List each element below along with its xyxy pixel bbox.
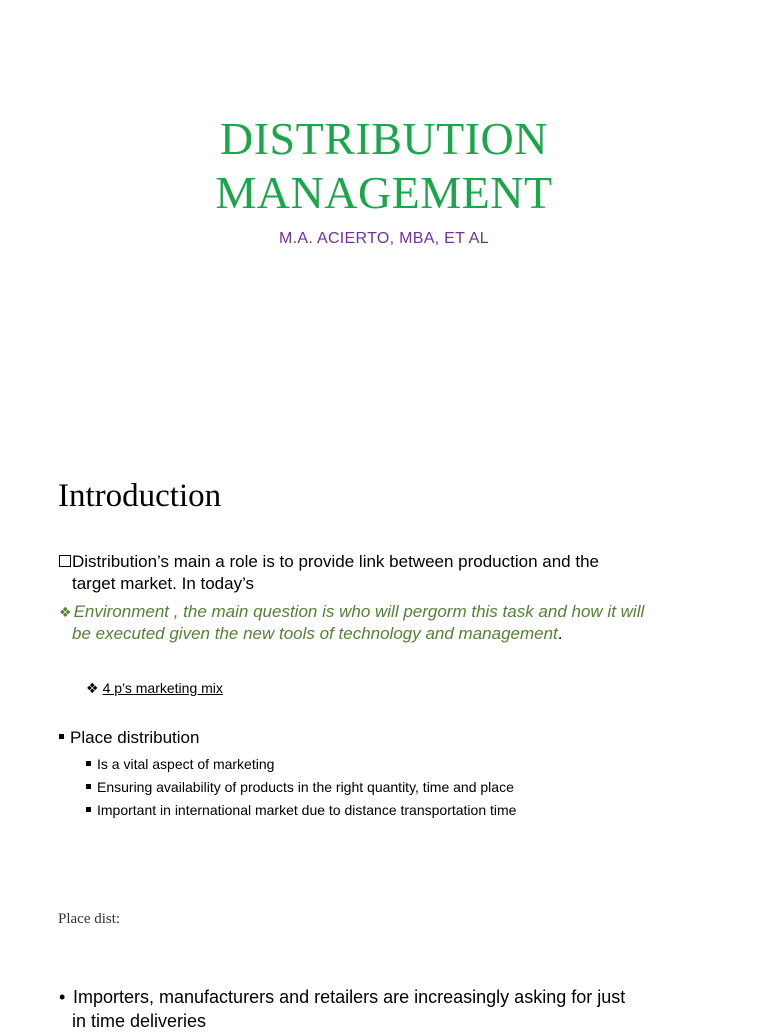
- deliveries-line-2: in time deliveries: [72, 1011, 207, 1031]
- section-heading: Introduction: [58, 478, 222, 514]
- place-distribution-item: [59, 728, 199, 748]
- title-line-1: DISTRIBUTION: [220, 113, 548, 164]
- slide-title: [0, 112, 768, 220]
- marketing-mix-item: [86, 680, 223, 697]
- place-sublist: [86, 753, 516, 822]
- mix-bullet-icon: ❖: [86, 680, 99, 696]
- square-bullet-icon: [86, 784, 91, 789]
- intro-line-1: Distribution’s main a role is to provide link between production and the: [72, 552, 599, 571]
- place-label: Place distribution: [70, 728, 200, 747]
- mix-label[interactable]: 4 p’s marketing mix: [102, 680, 223, 696]
- environment-paragraph: [59, 601, 739, 645]
- env-line-1: Environment , the main question is who will pergorm this task and how it will: [73, 602, 645, 621]
- list-item: Ensuring availability of products in the right quantity, time and place: [86, 776, 516, 799]
- list-item: Is a vital aspect of marketing: [86, 753, 516, 776]
- intro-line-2: target market. In today’s: [72, 574, 255, 593]
- intro-paragraph: [59, 551, 739, 595]
- deliveries-line-1: Importers, manufacturers and retailers are increasingly asking for just: [73, 987, 626, 1007]
- dot-bullet-icon: •: [59, 987, 66, 1007]
- slide-subtitle: M.A. ACIERTO, MBA, ET AL: [279, 230, 489, 247]
- square-bullet-icon: [86, 761, 91, 766]
- env-line-2: be executed given the new tools of technology and management: [72, 624, 558, 643]
- diamond-bullet-icon: ❖: [59, 604, 72, 620]
- square-bullet-icon: [86, 807, 91, 812]
- square-bullet-icon: [59, 734, 64, 739]
- place-note: Place dist:: [58, 911, 121, 927]
- deliveries-bullet: [59, 985, 739, 1033]
- list-item: Important in international market due to distance transportation time: [86, 799, 516, 822]
- checkbox-bullet-icon: [59, 555, 71, 567]
- title-line-2: MANAGEMENT: [215, 167, 553, 218]
- env-line-end: .: [557, 624, 563, 643]
